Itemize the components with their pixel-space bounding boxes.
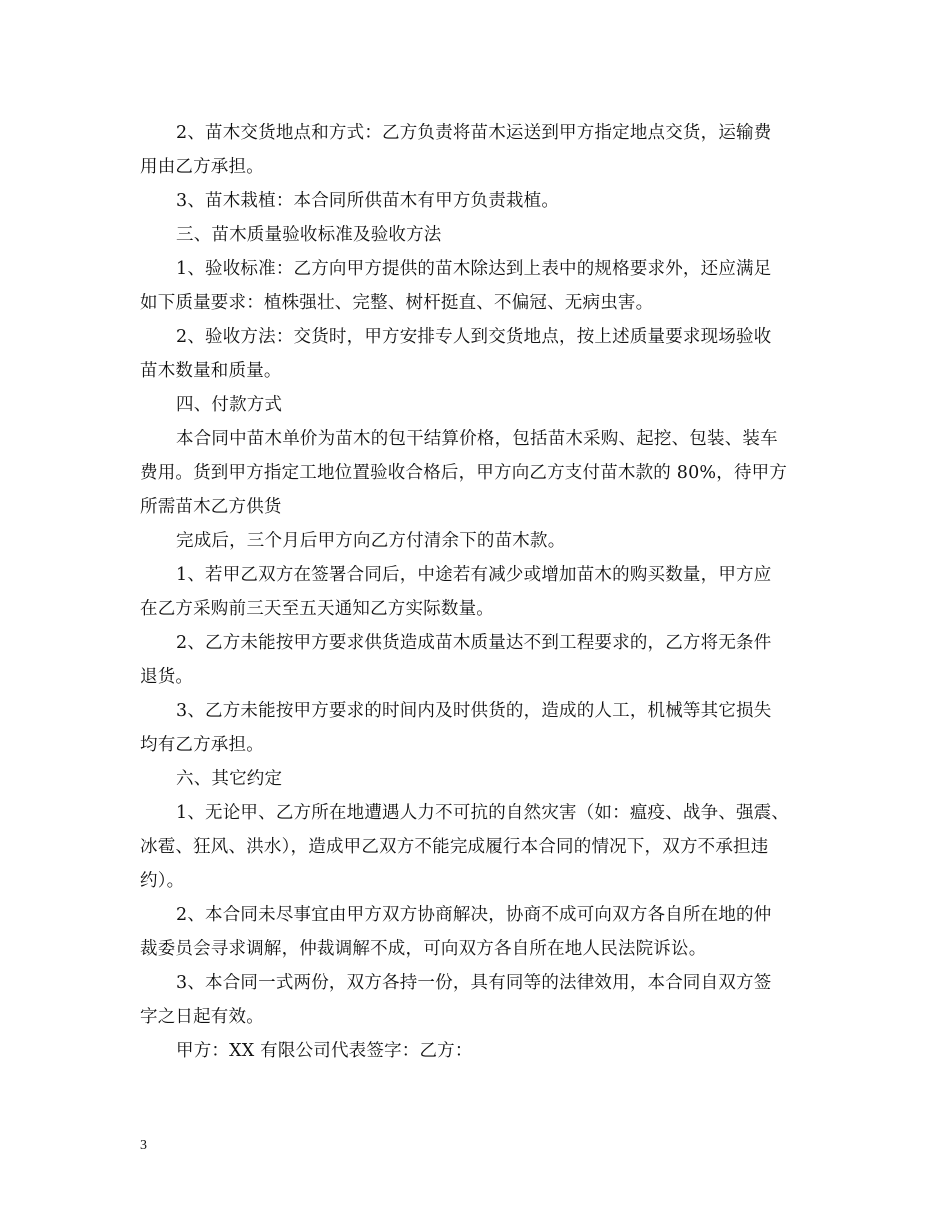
- text-line: 裁委员会寻求调解，仲裁调解不成，可向双方各自所在地人民法院诉讼。: [140, 939, 707, 959]
- text-line: 3、苗木栽植：本合同所供苗木有甲方负责栽植。: [176, 191, 560, 211]
- text-line: 字之日起有效。: [140, 1007, 264, 1027]
- text-line: 1、若甲乙双方在签署合同后，中途若有减少或增加苗木的购买数量，甲方应: [176, 565, 772, 585]
- text-line: 1、验收标准：乙方向甲方提供的苗木除达到上表中的规格要求外，还应满足: [176, 259, 772, 279]
- text-line: 所需苗木乙方供货: [140, 497, 282, 517]
- text-line: 完成后，三个月后甲方向乙方付清余下的苗木款。: [176, 531, 566, 551]
- document-body: [140, 116, 820, 1068]
- text-line: 三、苗木质量验收标准及验收方法: [176, 225, 442, 245]
- text-line: 甲方：XX 有限公司代表签字：乙方：: [176, 1041, 473, 1061]
- text-line: 2、乙方未能按甲方要求供货造成苗木质量达不到工程要求的，乙方将无条件: [176, 633, 772, 653]
- text-line: 冰雹、狂风、洪水），造成甲乙双方不能完成履行本合同的情况下，双方不承担违: [140, 837, 769, 857]
- text-line: 六、其它约定: [176, 769, 283, 789]
- text-line: 1、无论甲、乙方所在地遭遇人力不可抗的自然灾害（如：瘟疫、战争、强震、: [176, 803, 790, 823]
- text-line: 2、本合同未尽事宜由甲方双方协商解决，协商不成可向双方各自所在地的仲: [176, 905, 772, 925]
- text-line: 本合同中苗木单价为苗木的包干结算价格，包括苗木采购、起挖、包装、装车: [176, 429, 778, 449]
- text-line: 退货。: [140, 667, 194, 687]
- text-line: 约）。: [140, 871, 185, 891]
- text-line: 在乙方采购前三天至五天通知乙方实际数量。: [140, 599, 494, 619]
- text-line: 3、乙方未能按甲方要求的时间内及时供货的，造成的人工，机械等其它损失: [176, 701, 772, 721]
- page-number: 3: [140, 1138, 147, 1153]
- text-line: 苗木数量和质量。: [140, 361, 282, 381]
- text-line: 3、本合同一式两份，双方各持一份，具有同等的法律效用，本合同自双方签: [176, 973, 772, 993]
- text-line: 如下质量要求：植株强壮、完整、树杆挺直、不偏冠、无病虫害。: [140, 293, 654, 313]
- text-line: 四、付款方式: [176, 395, 283, 415]
- text-line: 费用。货到甲方指定工地位置验收合格后，甲方向乙方支付苗木款的 80%，待甲方: [140, 463, 788, 483]
- text-line: 2、苗木交货地点和方式：乙方负责将苗木运送到甲方指定地点交货，运输费: [176, 123, 772, 143]
- text-line: 2、验收方法：交货时，甲方安排专人到交货地点，按上述质量要求现场验收: [176, 327, 772, 347]
- text-line: 均有乙方承担。: [140, 735, 264, 755]
- text-line: 用由乙方承担。: [140, 157, 264, 177]
